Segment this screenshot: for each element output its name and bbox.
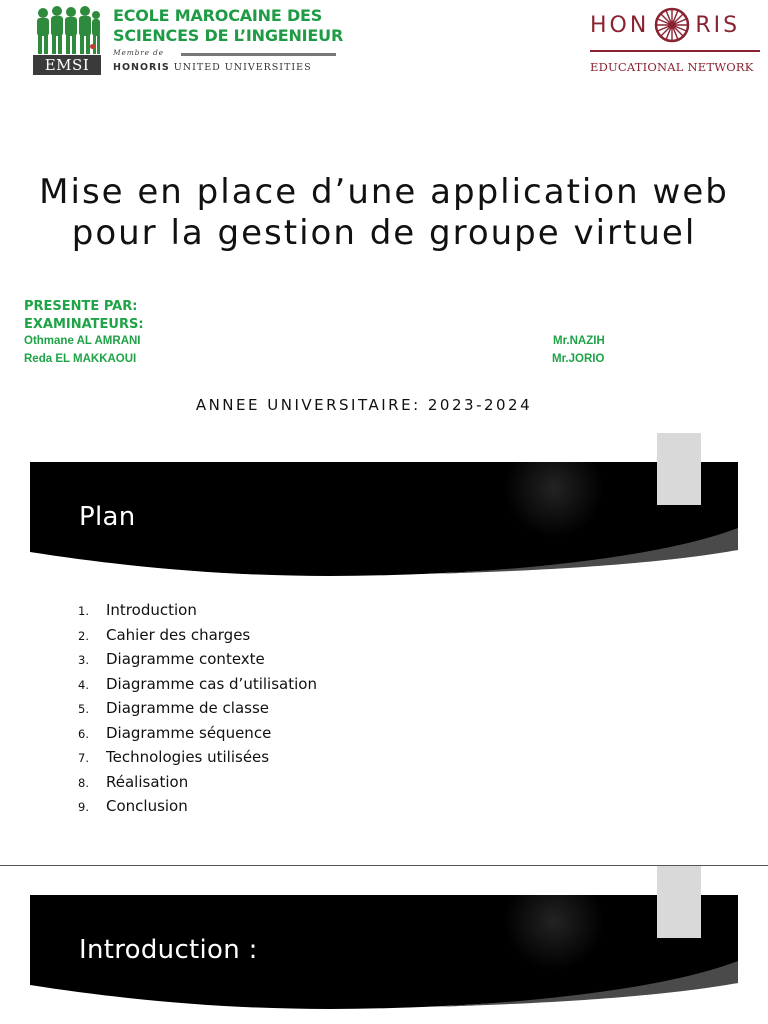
annee-universitaire: ANNEE UNIVERSITAIRE: 2023-2024 [195,396,533,414]
honoris-logo [586,4,764,76]
slide-tab-decoration [657,866,701,938]
emsi-united-universities [113,62,312,73]
introduction-title: Introduction : [79,935,258,965]
emsi-logo [33,6,344,74]
emsi-membre-label: Membre de [113,48,164,57]
plan-banner [30,462,738,576]
list-item [78,601,317,626]
student-name: Reda EL MAKKAOUI [24,353,137,365]
list-item-number: 9. [78,800,89,814]
title-line2: pour la gestion de groupe virtuel [71,213,697,253]
list-item-label: Conclusion [106,797,188,815]
page-divider [0,865,768,866]
emsi-honoris-bold: HONORIS [113,62,170,73]
list-item-label: Réalisation [106,772,189,791]
list-item-label: Diagramme cas d’utilisation [106,674,317,693]
list-item-number: 1. [78,604,89,618]
slide-tab-decoration [657,433,701,505]
honoris-subtitle: EDUCATIONAL NETWORK [590,60,754,74]
emsi-name-line1: ECOLE MAROCAINE DES [113,6,323,25]
list-item-label: Diagramme séquence [106,723,272,742]
list-item-number: 7. [78,751,89,765]
list-item [78,724,317,749]
list-item-label: Diagramme de classe [106,699,269,717]
honoris-word-right: RIS [695,12,741,38]
introduction-banner [30,895,738,1009]
page-title [0,172,768,254]
honoris-wheel-icon [653,6,691,44]
emsi-name-line2: SCIENCES DE L’INGENIEUR [113,26,344,45]
list-item-number: 4. [78,677,89,692]
list-item-label: Diagramme contexte [106,650,265,668]
list-item [78,626,317,651]
examiner-name: Mr.NAZIH [553,335,605,347]
list-item [78,675,317,700]
plan-title: Plan [79,502,136,532]
list-item-label: Cahier des charges [106,625,251,644]
list-item-number: 8. [78,775,89,790]
student-name: Othmane AL AMRANI [24,335,141,347]
list-item-number: 2. [78,628,89,643]
list-item-number: 5. [78,702,89,716]
list-item-number: 3. [78,653,89,667]
banner-shape [30,462,738,576]
list-item [78,797,317,822]
examiner-name: Mr.JORIO [552,353,605,365]
list-item-label: Technologies utilisées [106,748,270,766]
title-line1: Mise en place d’une application web [39,172,729,212]
honoris-underline [590,50,760,52]
list-item [78,650,317,675]
list-item [78,699,317,724]
presente-par-label: PRESENTE PAR: [24,299,138,314]
emsi-acronym: EMSI [33,55,101,75]
list-item [78,773,317,798]
honoris-wordmark [590,6,740,44]
honoris-word-left: HON [590,12,650,38]
list-item [78,748,317,773]
emsi-membre-line [181,53,336,56]
emsi-red-dot [90,44,95,49]
plan-list [78,601,317,822]
examinateurs-label: EXAMINATEURS: [24,317,144,332]
emsi-united-label: UNITED UNIVERSITIES [173,62,312,73]
list-item-number: 6. [78,726,89,741]
list-item-label: Introduction [106,601,197,619]
